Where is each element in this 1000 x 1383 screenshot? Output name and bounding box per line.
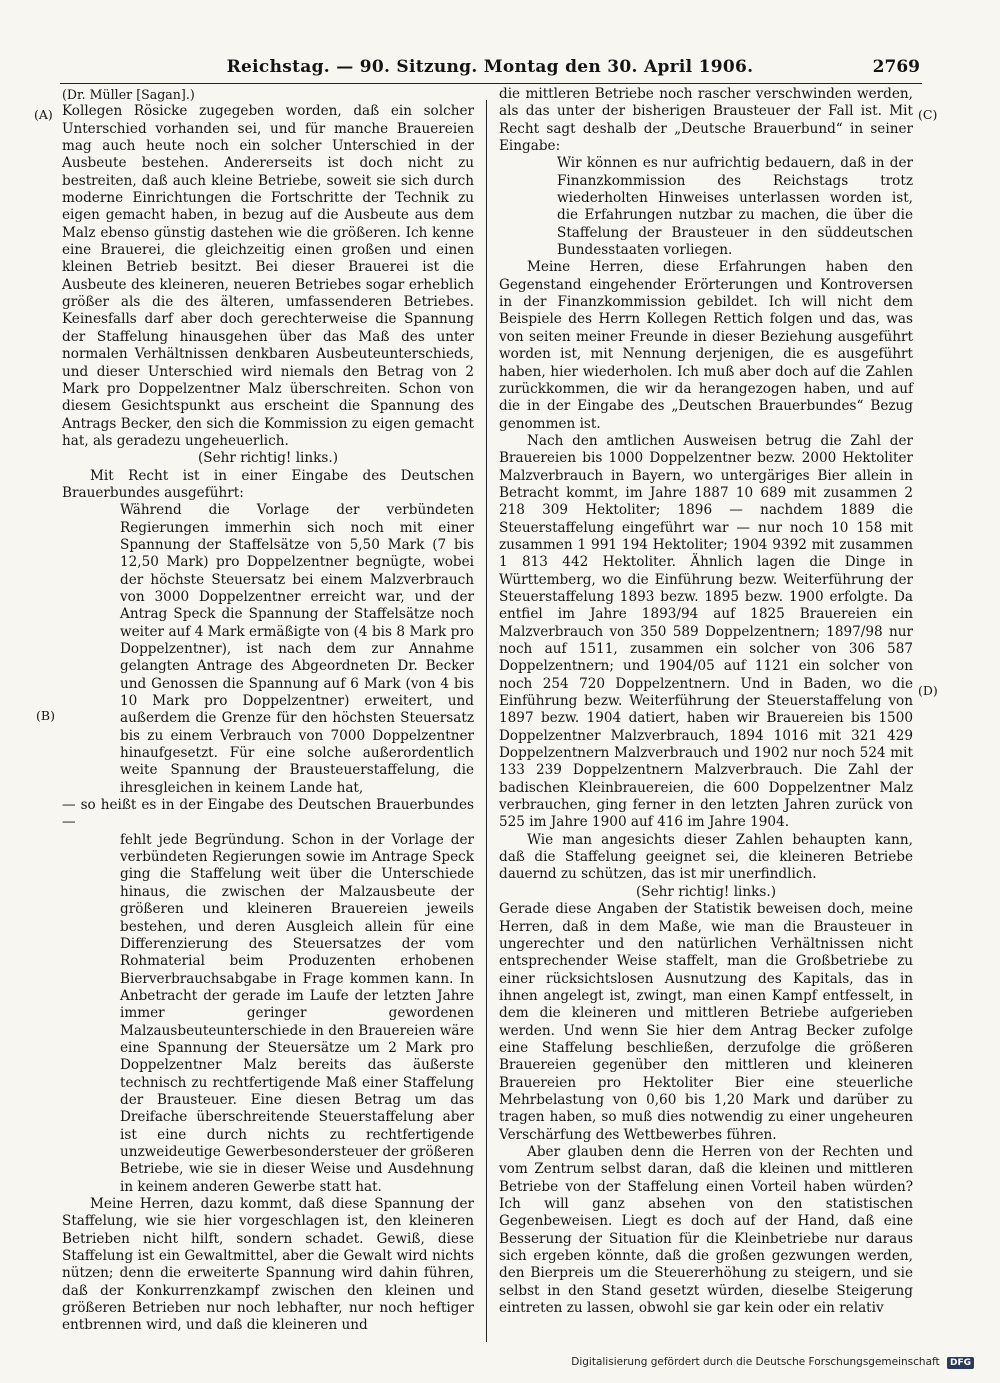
page-number: 2769 bbox=[872, 57, 920, 77]
margin-marker-c: (C) bbox=[918, 107, 938, 122]
dfg-logo: DFG bbox=[947, 1357, 974, 1369]
interjection: (Sehr richtig! links.) bbox=[635, 883, 777, 900]
margin-marker-b: (B) bbox=[36, 708, 55, 723]
interjection: (Sehr richtig! links.) bbox=[197, 450, 339, 467]
block-quote: Während die Vorlage der verbündeten Regierungen immerhin sich noch mit einer Spannung der Staffelsätze von 5,50 Mark (7 bis 12,50 Mark) pro Doppelzentner begnügte, wobei der höchste Steuersatz bei einem Malzverbrauch von 3000 Doppelzentner erreicht war, und der Antrag Speck die Spannung der Staffelsätze noch weiter auf 4 Mark ermäßigte von (4 bis 8 Mark pro Doppelzentner), ist nach dem zur Annahme gelangten Antrage des Abgeordneten Dr. Becker und Genossen die Spannung auf 6 Mark (von 4 bis 10 Mark pro Doppelzentner) erweitert, und außerdem die Grenze für den höchsten Steuersatz bis zu einem Verbrauch von 7000 Doppelzentner hinaufgesetzt. Für eine solche außerordentlich weite Spannung der Brausteuerstaffelung, die ihresgleichen in keinem Lande hat, bbox=[120, 502, 474, 796]
column-divider bbox=[486, 100, 487, 1342]
running-title: Reichstag. — 90. Sitzung. Montag den 30. April 1906. bbox=[226, 57, 754, 77]
paragraph: Aber glauben denn die Herren von der Rechten und vom Zentrum selbst daran, daß die kleinen und mittleren Betriebe von der Staffelung einen Vorteil haben würden? Ich will ganz absehen von den statistischen Gegenbeweisen. Liegt es doch auf der Hand, daß eine Besserung der Situation für die Kleinbetriebe nur daraus sich ergeben könnte, daß die großen gezwungen werden, den Bierpreis um die Steuererhöhung zu steigern, und sie selbst in den Stand gesetzt würden, dieselbe Steigerung eintreten zu lassen, obwohl sie gar kein oder ein relativ bbox=[499, 1143, 913, 1317]
paragraph: Kollegen Rösicke zugegeben worden, daß ein solcher Unterschied vorhanden sei, und für manche Brauereien mag auch heute noch ein solcher Unterschied in der Ausbeute bestehen. Andererseits ist doch nicht zu bestreiten, daß auch kleine Betriebe, soweit sie sich durch moderne Einrichtungen die Fortschritte der Technik zu eigen gemacht haben, in bezug auf die Ausbeute aus dem Malz ebenso günstig dastehen wie die größeren. Ich kenne eine Brauerei, die gleichzeitig einen großen und einen kleinen Betrieb besitzt. Bei dieser Brauerei ist die Ausbeute des kleineren, neueren Betriebes sogar erheblich größer als die des älteren, umfassenderen Betriebes. Keinesfalls darf aber doch gerechterweise die Spannung der Staffelung hinausgehen über das Maß des unter normalen Verhältnissen denkbaren Ausbeuteunterschieds, und dieser Unterschied wird niemals den Betrag von 2 Mark pro Doppelzentner Malz überschreiten. Schon von diesem Gesichtspunkt aus erscheint die Spannung des Antrags Becker, den sich die Kommission zu eigen gemacht hat, als geradezu ungeheuerlich. bbox=[62, 103, 474, 449]
paragraph: Gerade diese Angaben der Statistik beweisen doch, meine Herren, daß in dem Maße, wie man die Brausteuer in ungerechter und den natürlichen Verhältnissen nicht entsprechender Weise staffelt, man die Großbetriebe zu einer rücksichtslosen Ausnutzung des Kapitals, das in ihnen angelegt ist, zwingt, man einen Kampf entfesselt, in dem die kleineren und mittleren Betriebe aufgerieben werden. Und wenn Sie hier dem Antrag Becker zufolge eine Staffelung beschließen, derzufolge die größeren Brauereien gegenüber den mittleren und kleineren Brauereien pro Hektoliter Bier eine steuerliche Mehrbelastung von 0,60 bis 1,20 Mark und darüber zu tragen haben, so muß dies notwendig zu einer ungeheuren Verschärfung des Wettbewerbes führen. bbox=[499, 901, 913, 1143]
paragraph: Meine Herren, diese Erfahrungen haben den Gegenstand eingehender Erörterungen und Kontroversen in der Finanzkommission gebildet. Ich will nicht dem Beispiele des Herrn Kollegen Rettich folgen und das, was von seiten meiner Freunde in dieser Beziehung ausgeführt worden ist, mit Nennung derjenigen, die es ausgeführt haben, hier wiederholen. Ich muß aber doch auf die Zahlen zurückkommen, die wir da herangezogen haben, und auf die in der Eingabe des „Deutschen Brauerbundes“ Bezug genommen ist. bbox=[499, 259, 913, 432]
paragraph: die mittleren Betriebe noch rascher verschwinden werden, als das unter der bisherigen Brausteuer der Fall ist. Mit Recht sagt deshalb der „Deutsche Brauerbund“ in seiner Eingabe: bbox=[499, 86, 913, 155]
paragraph: Nach den amtlichen Ausweisen betrug die Zahl der Brauereien bis 1000 Doppelzentner bezw. 2000 Hektoliter Malzverbrauch in Bayern, wo untergäriges Bier allein in Betracht kommt, im Jahre 1887 10 689 mit zusammen 2 218 309 Hektoliter; 1896 — nachdem 1889 die Steuerstaffelung eingeführt war — nur noch 10 158 mit zusammen 1 991 194 Hektoliter; 1904 9392 mit zusammen 1 813 442 Hektoliter. Ähnlich lagen die Dinge in Württemberg, wo die Einführung bezw. Weiterführung der Steuerstaffelung 1893 bezw. 1895 bezw. 1900 erfolgte. Da entfiel im Jahre 1893/94 auf 1825 Brauereien ein Malzverbrauch von 350 589 Doppelzentnern; 1897/98 nur noch auf 1511, zusammen ein solcher von 306 587 Doppelzentnern; und 1904/05 auf 1121 ein solcher von noch 254 720 Doppelzentnern. Und in Baden, wo die Einführung bezw. Weiterführung der Steuerstaffelung von 1897 bezw. 1904 datiert, haben wir Brauereien bis 1500 Doppelzentner Malzverbrauch, 1894 1016 mit 321 429 Doppelzentnern Malzverbrauch und 1902 nur noch 524 mit 133 239 Doppelzentnern Malzverbrauch. Die Zahl der badischen Kleinbrauereien, die 600 Doppelzentner Malz verbrauchen, ging ferner in den letzten Jahren zurück von 525 im Jahre 1900 auf 416 im Jahre 1904. bbox=[499, 432, 913, 831]
footer bbox=[571, 1356, 974, 1369]
margin-marker-d: (D) bbox=[918, 683, 938, 698]
right-column bbox=[499, 86, 913, 1317]
header-rule bbox=[60, 83, 922, 84]
funding-note: Digitalisierung gefördert durch die Deutsche Forschungsgemeinschaft bbox=[571, 1356, 940, 1368]
paragraph: — so heißt es in der Eingabe des Deutschen Brauerbundes — bbox=[62, 797, 474, 831]
speaker-note: (Dr. Müller [Sagan].) bbox=[62, 87, 195, 102]
margin-marker-a: (A) bbox=[34, 107, 53, 122]
left-column bbox=[62, 86, 474, 1335]
block-quote: fehlt jede Begründung. Schon in der Vorlage der verbündeten Regierungen sowie im Antrage Speck ging die Staffelung weit über die Unterschiede hinaus, die zwischen der Malzausbeute der größeren und kleineren Brauereien jeweils bestehen, und deren Ausgleich allein für eine Differenzierung des Steuersatzes der vom Rohmaterial beim Produzenten erhobenen Bierverbrauchsabgabe in Frage kommen kann. In Anbetracht der gerade im Laufe der letzten Jahre immer geringer gewordenen Malzausbeuteunterschiede in den Brauereien wäre eine Spannung der Steuersätze um 2 Mark pro Doppelzentner Malz bereits das äußerste technisch zu rechtfertigende Maß einer Staffelung der Brausteuer. Eine diesen Betrag um das Dreifache überschreitende Steuerstaffelung aber ist eine durch nichts zu rechtfertigende unzweideutige Gewerbesondersteuer der größeren Betriebe, wie sie in dieser Weise und Ausdehnung in keinem anderen Gewerbe statt hat. bbox=[120, 831, 474, 1195]
page-header bbox=[60, 57, 920, 81]
block-quote: Wir können es nur aufrichtig bedauern, daß in der Finanzkommission des Reichstags trotz wiederholten Hinweises unterlassen worden ist, die Erfahrungen nutzbar zu machen, die über die Staffelung der Brausteuer in den süddeutschen Bundesstaaten vorliegen. bbox=[557, 155, 913, 259]
paragraph: Wie man angesichts dieser Zahlen behaupten kann, daß die Staffelung geeignet sei, die kleineren Betriebe dauernd zu schützen, das ist mir unerfindlich. bbox=[499, 831, 913, 883]
paragraph: Mit Recht ist in einer Eingabe des Deutschen Brauerbundes ausgeführt: bbox=[62, 467, 474, 501]
paragraph: Meine Herren, dazu kommt, daß diese Spannung der Staffelung, wie sie hier vorgeschlagen ist, den kleineren Betrieben nicht hilft, sondern schadet. Gewiß, diese Staffelung ist ein Gewaltmittel, aber die Gewalt wird nichts nützen; denn die erweiterte Spannung wird dahin führen, daß der Konkurrenzkampf zwischen den kleinen und größeren Betrieben nur noch lebhafter, nur noch heftiger entbrennen wird, und daß die kleineren und bbox=[62, 1196, 474, 1334]
